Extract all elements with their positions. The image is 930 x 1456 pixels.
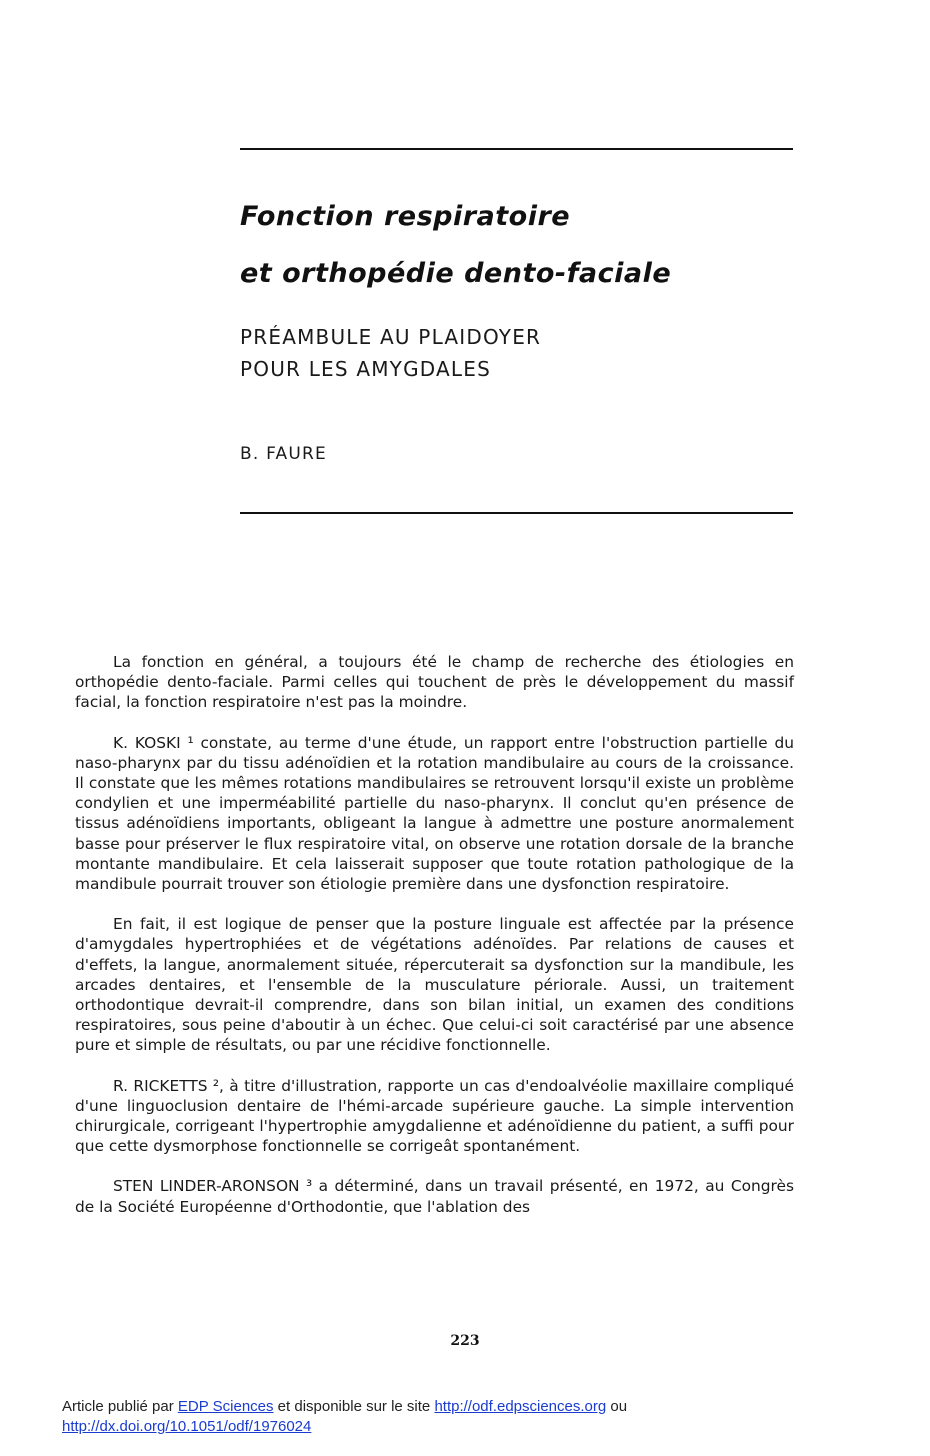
site-link[interactable]: http://odf.edpsciences.org <box>434 1398 607 1415</box>
paragraph-5: STEN LINDER-ARONSON ³ a déterminé, dans un travail présenté, en 1972, au Congrès de la Société Européenne d'Orthodontie, que l'ablation des <box>75 1177 794 1216</box>
article-title <box>240 188 671 302</box>
footer-text-2: et disponible sur le site <box>273 1398 435 1415</box>
bottom-divider <box>240 512 793 514</box>
title-line-1: Fonction respiratoire <box>240 201 571 232</box>
top-divider <box>240 148 793 150</box>
publisher-link[interactable]: EDP Sciences <box>177 1398 274 1415</box>
subtitle-line-2: POUR LES AMYGDALES <box>240 357 491 381</box>
title-line-2: et orthopédie dento-faciale <box>240 258 672 289</box>
article-subtitle <box>240 321 541 385</box>
paragraph-2: K. KOSKI ¹ constate, au terme d'une étude, un rapport entre l'obstruction partielle du naso-pharynx par du tissu adénoïdien et la rotation mandibulaire au cours de la croissance. Il constate que les mêmes rotations mandibulaires se retrouvent lorsqu'il existe un problème condylien et une imperméabilité partielle du naso-pharynx. Il conclut qu'en présence de tissus adénoïdiens importants, obligeant la langue à admettre une posture anormalement basse pour préserver le flux respiratoire vital, on observe une rotation dorsale de la branche montante mandibulaire. Et cela laisserait supposer que toute rotation pathologique de la mandibule pourrait trouver son étiologie première dans une dysfonction respiratoire. <box>75 733 794 894</box>
publication-footer <box>62 1397 627 1437</box>
page-number: 223 <box>450 1333 480 1349</box>
footer-text-3: ou <box>606 1398 628 1415</box>
doi-link[interactable]: http://dx.doi.org/10.1051/odf/1976024 <box>62 1418 312 1435</box>
footer-text-1: Article publié par <box>62 1398 178 1415</box>
paragraph-1: La fonction en général, a toujours été le champ de recherche des étiologies en orthopédie dento-faciale. Parmi celles qui touchent de près le développement du massif facial, la fonction respiratoire n'est pas la moindre. <box>75 653 794 712</box>
subtitle-line-1: PRÉAMBULE AU PLAIDOYER <box>240 325 542 349</box>
article-body <box>75 652 794 1237</box>
paragraph-3: En fait, il est logique de penser que la posture linguale est affectée par la présence d'amygdales hypertrophiées et de végétations adénoïdes. Par relations de causes et d'effets, la langue, anormalement située, répercuterait sa dysfonction sur la mandibule, les arcades dentaires, et l'ensemble de la musculature périorale. Aussi, un traitement orthodontique devrait-il comprendre, dans son bilan initial, un examen des conditions respiratoires, sous peine d'aboutir à un échec. Que celui-ci soit caractérisé par une absence pure et simple de résultats, ou par une récidive fonctionnelle. <box>75 915 794 1055</box>
author-name: B. FAURE <box>240 444 327 464</box>
paragraph-4: R. RICKETTS ², à titre d'illustration, rapporte un cas d'endoalvéolie maxillaire compliqué d'une linguoclusion dentaire de l'hémi-arcade supérieure gauche. La simple intervention chirurgicale, corrigeant l'hypertrophie amygdalienne et adénoïdienne du patient, a suffi pour que cette dysmorphose fonctionnelle se corrigeât spontanément. <box>75 1076 794 1156</box>
